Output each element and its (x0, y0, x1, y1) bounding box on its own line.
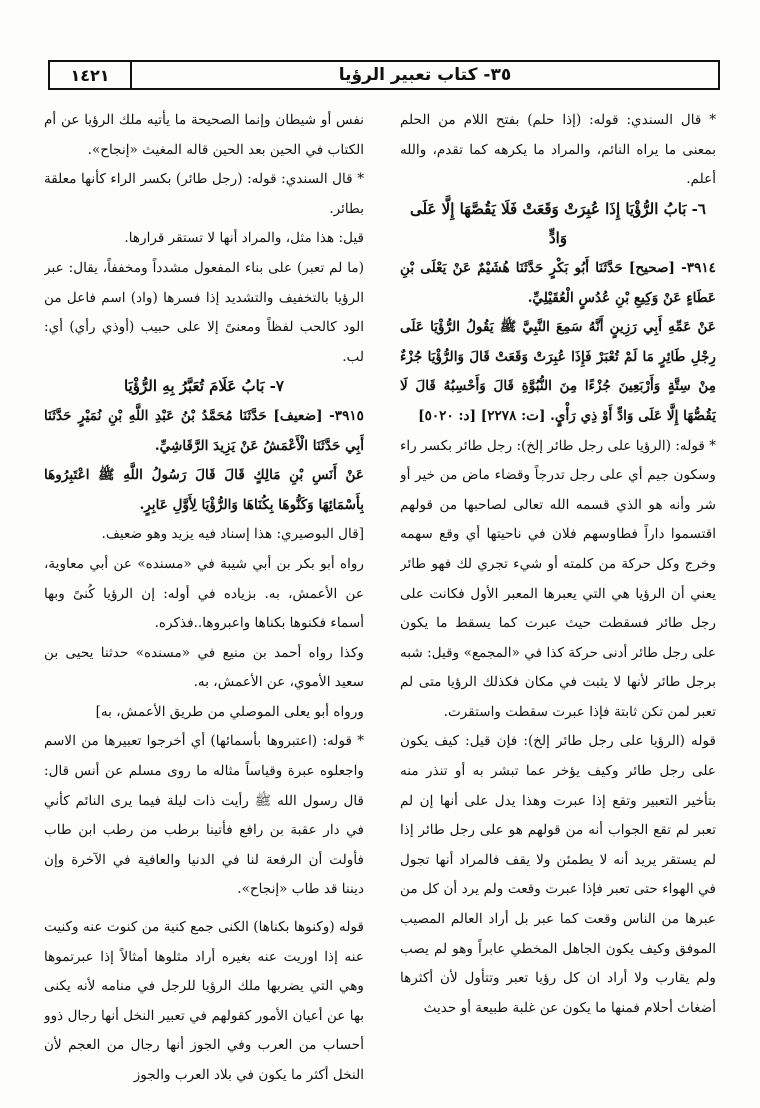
hadith-isnad: ٣٩١٤- [صحيح] حَدَّثَنَا أَبُو بَكْرٍ حَدَّثَنَا هُشَيْمٌ عَنْ يَعْلَى بْنِ عَطَاءٍ عَنْ وَكِيعِ بْنِ عُدُسٍ الْعُقَيْلِيِّ. (400, 259, 716, 306)
commentary: قوله (وكنوها بكناها) الكنى جمع كنية من كنوت عنه وكنيت عنه إذا اوريت عنه بغيره أراد مثلوها أمثالاً إذا عبرتموها وهي التي يضربها ملك الرؤيا للرجل في منامه لأنه يكنى بها عن أعيان الأمور كقولهم في تعبير النخل أنها رجال ذوو أحساب من العرب وفي الجوز أنها رجال من العجم لأن النخل أكثر ما يكون في بلاد العرب والجوز (44, 919, 364, 1083)
hadith-matn: عَنْ أَنَسِ بْنِ مَالِكٍ قَالَ قَالَ رَسُولُ اللَّهِ ﷺ اعْتَبِرُوهَا بِأَسْمَائِهَا وَكَنُّوهَا بِكُنَاهَا وَالرُّؤْيَا لِأَوَّلِ عَابِرٍ. (44, 467, 364, 513)
section-heading: ٧- بَابُ عَلَامَ تُعَبَّرُ بِهِ الرُّؤْيَا (124, 377, 284, 396)
footnote: [قال البوصيري: هذا إسناد فيه يزيد وهو ضعيف. (101, 526, 364, 543)
commentary: (ما لم تعبر) على بناء المفعول مشدداً ومخففاً، يقال: عبر الرؤيا بالتخفيف والتشديد إذا فسرها (واد) اسم فاعل من الود كالحب لفظاً ومعنىً إلا على حبيب (أوذي رأي) أي: لب. (44, 259, 364, 365)
hadith-isnad: ٣٩١٥- [ضعيف] حَدَّثَنَا مُحَمَّدُ بْنُ عَبْدِ اللَّهِ بْنِ نُمَيْرٍ حَدَّثَنَا أَبِي حَدَّثَنَا الْأَعْمَشُ عَنْ يَزِيدَ الرَّقَاشِيِّ. (44, 407, 364, 454)
commentary: قيل: هذا مثل، والمراد أنها لا تستقر قرارها. (124, 230, 364, 247)
page-header (48, 60, 720, 90)
page-number: ١٤٢١ (50, 62, 132, 88)
section-heading: ٦- بَابُ الرُّؤْيَا إِذَا عُبِرَتْ وَقَعَتْ فَلَا يَقُصَّهَا إِلَّا عَلَى وَادٍّ (410, 199, 706, 248)
hadith-matn: عَنْ عَمِّهِ أَبِي رَزِينٍ أَنَّهُ سَمِعَ النَّبِيَّ ﷺ يَقُولُ الرُّؤْيَا عَلَى رِجْلِ طَائِرٍ مَا لَمْ تُعْبَرْ فَإِذَا عُبِرَتْ وَقَعَتْ قَالَ وَالرُّؤْيَا جُزْءٌ مِنْ سِتَّةٍ وَأَرْبَعِينَ جُزْءًا مِنَ النُّبُوَّةِ قَالَ وَأَحْسِبُهُ قَالَ لَا يَقُصُّهَا إِلَّا عَلَى وَادٍّ أَوْ ذِي رَأْيٍ. [ت: ٢٢٧٨] [د: ٥٠٢٠] (400, 319, 716, 424)
footnote: رواه أبو بكر بن أبي شيبة في «مسنده» عن أبي معاوية، عن الأعمش، به. بزياده في أوله: إن الرؤيا كُنىً وبها أسماء فكنوها بكناها واعبروها..فذكره. (44, 555, 364, 632)
commentary: قوله (الرؤيا على رجل طائر إلخ): فإن قيل: كيف يكون على رجل طائر وكيف يؤخر عما تبشر به أو تنذر منه بتأخير التعبير وتقع إذا عبرت وهذا يدل على أنها إن لم تعبر لم تقع الجواب أنه من قولهم هو على رجل طائر إذا لم يستقر يريد أنه لا يطمئن ولا يقف فالمراد أنها تجول في الهواء حتى تعبر فإذا عبرت وقعت ولم يرد أن كل من عبرها من الناس وقعت كما عبر بل أراد العالم المصيب الموفق وكيف يكون الجاهل المخطي عابراً وهو لم يصب ولم يقارب ولا أراد ان كل رؤيا تعبر وتتأول لأن أكثرها أضغاث أحلام فمنها ما يكون عن غلبة طبيعة أو حديث (400, 733, 716, 1016)
chapter-title: ٣٥- كتاب تعبير الرؤيا (338, 65, 512, 85)
paragraph: * قال السندي: قوله: (إذا حلم) بفتح اللام من الحلم بمعنى ما يراه النائم، والمراد ما يكرهه كما تقدم، والله أعلم. (400, 112, 716, 188)
right-column (400, 106, 716, 1096)
footnote: وكذا رواه أحمد بن منيع في «مسنده» حدثنا يحيى بن سعيد الأموي، عن الأعمش، به. (44, 644, 364, 691)
paragraph: نفس أو شيطان وإنما الصحيحة ما يأتيه ملك الرؤيا عن أم الكتاب في الحين بعد الحين قاله المغيث «إنجاح». (44, 112, 364, 158)
commentary: * قال السندي: قوله: (رجل طائر) بكسر الراء كأنها معلقة بطائر. (44, 171, 364, 217)
left-column (44, 106, 364, 1096)
footnote: ورواه أبو يعلى الموصلي من طريق الأعمش، به] (95, 703, 364, 720)
commentary: * قوله: (الرؤيا على رجل طائر إلخ): رجل طائر بكسر راء وسكون جيم أي على رجل تدرجاً وقضاء ماض من خير أو شر وأنه هو الذي قسمه الله تعالى لصاحبها من قولهم اقتسموا داراً فطاوسهم فلان في ناحيتها أي وقع سهمه وخرج وكل حركة من كلمته أو شيء تجري لك فهو طائر يعني أن الرؤيا هي التي يعبرها المعبر الأول فكانت على رجل طائر فسقطت حيث عبرت كما يسقط ما يكون على رجل طائر أدنى حركة كذا في «المجمع» وقيل: شبه برجل طائر لأنها لا يثبت في مكان فكذلك الرؤيا متى لم تعبر لمن تكن ثابتة فإذا عبرت سقطت واستقرت. (400, 437, 716, 720)
commentary: * قوله: (اعتبروها بأسمائها) أي أخرجوا تعبيرها من الاسم واجعلوه عبرة وقياساً مثاله ما روى مسلم عن أنس قال: قال رسول الله ﷺ رأيت ذات ليلة فيما يرى النائم كأني في دار عقبة بن رافع فأتينا برطب من رطب ابن طاب فأولت أن الرفعة لنا في الدنيا والعافية في الآخرة وإن ديننا قد طاب «إنجاح». (44, 733, 364, 898)
